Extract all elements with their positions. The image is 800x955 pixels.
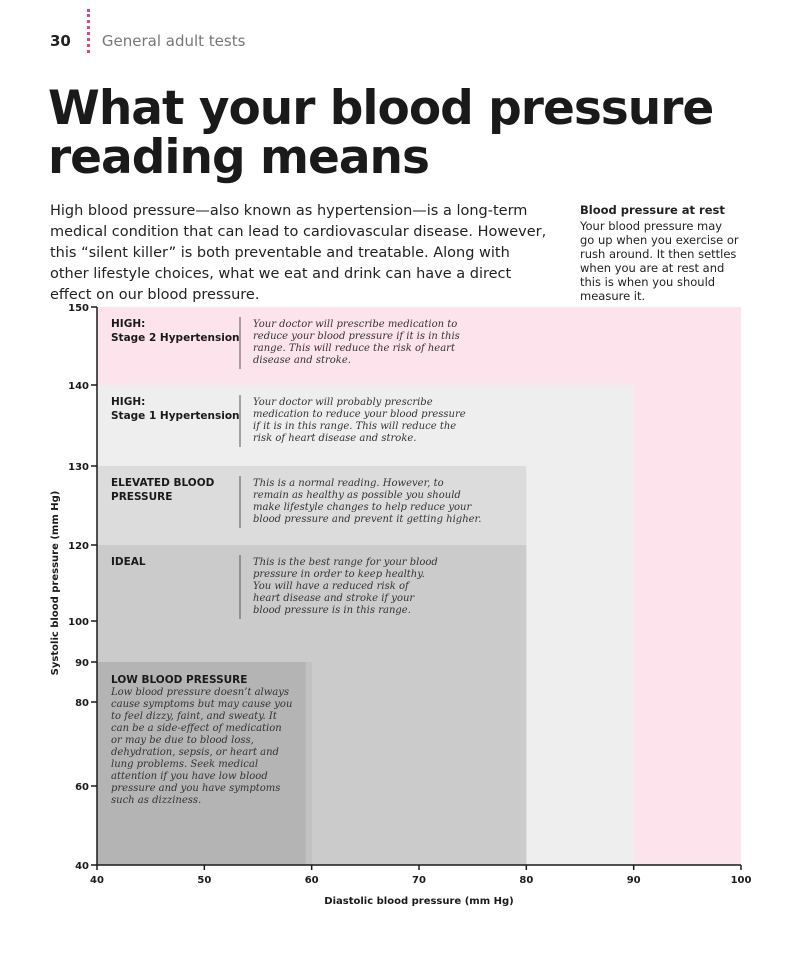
zone-desc-low: such as dizziness. <box>111 795 202 806</box>
zone-desc-low: cause symptoms but may cause you <box>111 699 293 710</box>
zone-desc-stage2: Your doctor will prescribe medication to <box>253 319 458 330</box>
zone-desc-low: pressure and you have symptoms <box>111 783 281 794</box>
intro-paragraph: High blood pressure—also known as hypertension—is a long-term medical condition that can lead to cardiovascular disease. However, this “silent killer” is both preventable and treatable. Along with other lifestyle choices, what we eat and drink can have a direct effect on our blood pressure. <box>50 203 547 303</box>
zone-desc-stage1: if it is in this range. This will reduce the <box>253 421 457 432</box>
y-tick-label: 60 <box>75 782 89 793</box>
y-axis-label: Systolic blood pressure (mm Hg) <box>50 490 61 676</box>
zone-desc-low: Low blood pressure doesn’t always <box>111 687 290 698</box>
zone-desc-low: or may be due to blood loss, <box>111 735 254 746</box>
zone-title-elevated: PRESSURE <box>111 491 173 503</box>
zone-title-stage1: HIGH: <box>111 396 146 408</box>
y-tick-label: 100 <box>68 617 89 628</box>
x-tick-label: 80 <box>519 875 534 886</box>
zone-desc-ideal: heart disease and stroke if your <box>253 593 415 604</box>
x-tick-label: 50 <box>197 875 212 886</box>
y-tick-label: 120 <box>68 541 89 552</box>
zone-low-edge <box>306 662 312 865</box>
zone-desc-elevated: remain as healthy as possible you should <box>253 490 461 501</box>
y-tick-label: 80 <box>75 698 89 709</box>
x-tick-label: 60 <box>304 875 319 886</box>
page-number: 30 <box>50 32 71 50</box>
zone-title-low: LOW BLOOD PRESSURE <box>111 674 248 686</box>
zone-title-stage2: HIGH: <box>111 318 146 330</box>
zone-title-elevated: ELEVATED BLOOD <box>111 477 215 489</box>
zone-desc-elevated: This is a normal reading. However, to <box>253 478 444 489</box>
y-tick-label: 140 <box>68 381 89 392</box>
zone-desc-stage1: Your doctor will probably prescribe <box>253 397 433 408</box>
y-tick-label: 40 <box>75 861 89 872</box>
zone-desc-ideal: This is the best range for your blood <box>253 557 438 568</box>
zone-desc-low: to feel dizzy, faint, and sweaty. It <box>111 711 277 722</box>
y-tick-label: 90 <box>75 658 89 669</box>
zone-title-stage2: Stage 2 Hypertension <box>111 332 240 344</box>
zone-desc-elevated: make lifestyle changes to help reduce your <box>253 502 472 513</box>
zone-desc-stage2: disease and stroke. <box>253 355 351 366</box>
y-tick-label: 130 <box>68 462 89 473</box>
x-tick-label: 100 <box>730 875 752 886</box>
zone-desc-stage1: medication to reduce your blood pressure <box>253 409 466 420</box>
section-name: General adult tests <box>101 32 246 50</box>
zone-desc-low: lung problems. Seek medical <box>111 759 259 770</box>
zone-desc-low: can be a side-effect of medication <box>111 723 282 734</box>
zone-desc-low: dehydration, sepsis, or heart and <box>111 747 279 758</box>
x-tick-label: 40 <box>90 875 104 886</box>
zone-desc-stage1: risk of heart disease and stroke. <box>253 433 417 444</box>
x-tick-label: 70 <box>412 875 426 886</box>
zone-title-stage1: Stage 1 Hypertension <box>111 410 240 422</box>
zone-desc-stage2: reduce your blood pressure if it is in this <box>253 331 460 342</box>
zone-desc-ideal: blood pressure is in this range. <box>253 605 411 616</box>
y-tick-label: 150 <box>68 303 89 314</box>
zone-desc-elevated: blood pressure and prevent it getting higher. <box>253 514 482 525</box>
x-axis-label: Diastolic blood pressure (mm Hg) <box>324 896 514 907</box>
zone-desc-ideal: You will have a reduced risk of <box>253 581 409 592</box>
sidebar-text: Your blood pressure may go up when you exercise or rush around. It then settles when you are at rest and this is when you should measure it. <box>580 219 739 303</box>
sidebar-title: Blood pressure at rest <box>580 203 725 217</box>
zone-desc-ideal: pressure in order to keep healthy. <box>253 569 425 580</box>
x-tick-label: 90 <box>626 875 641 886</box>
zone-desc-low: attention if you have low blood <box>111 771 268 782</box>
zone-title-ideal: IDEAL <box>111 556 146 568</box>
zone-desc-stage2: range. This will reduce the risk of heart <box>253 343 455 354</box>
page-title: What your blood pressure reading means <box>48 81 714 185</box>
